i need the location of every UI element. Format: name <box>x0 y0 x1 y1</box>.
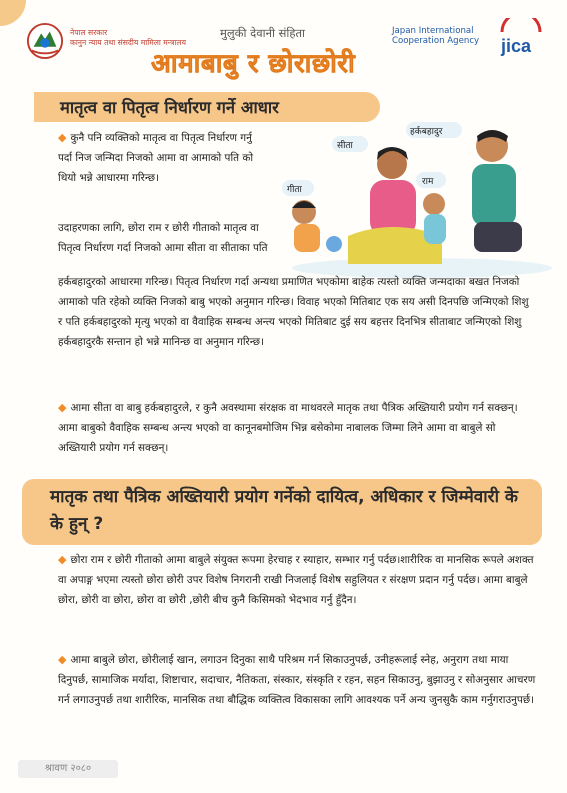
subtitle: मुलुकी देवानी संहिता <box>220 26 306 40</box>
gov-line2: कानुन न्याय तथा संसदीय मामिला मन्त्रालय <box>70 38 186 47</box>
gov-line1: नेपाल सरकार <box>70 28 108 37</box>
paragraph-2: उदाहरणका लागि, छोरा राम र छोरी गीताको मातृत्व वा पितृत्व निर्धारण गर्दा निजको आमा सीता वा सीताका पति <box>58 222 268 254</box>
paragraph-5-text: छोरा राम र छोरी गीताको आमा बाबुले संयुक्त रूपमा हेरचाह र स्याहार, सम्भार गर्नु पर्दछ।शारीरिक वा मानसिक रूपले अशक्त वा अपाङ्ग भएमा त्यस्तो छोरा छोरी उपर विशेष निगरानी राखी निजलाई विशेष सहुलियत र संरक्षण प्रदान गर्नु पर्दछ। आमा बाबुले छोरा, छोरी वा छोरा, छोरा वा छोरी ,छोरी बीच कुनै किसिमको भेदभाव गर्नु हुँदैन। <box>58 554 534 606</box>
label-gita: गीता <box>287 185 302 195</box>
label-harka: हर्कबहादुर <box>410 127 443 137</box>
family-illustration <box>282 118 554 278</box>
paragraph-1 <box>58 128 268 188</box>
paragraph-6 <box>58 650 536 710</box>
page-title: आमाबाबु र छोराछोरी <box>151 49 356 79</box>
bullet-icon: ◆ <box>58 553 67 566</box>
jica-logo-text: jica <box>501 36 532 56</box>
paragraph-4-text: आमा सीता वा बाबु हर्कबहादुरले, र कुनै अवस्थामा संरक्षक वा माथवरले मातृक तथा पैत्रिक अख्तियारी प्रयोग गर्न सक्छन्। आमा बाबुको वैवाहिक सम्बन्ध अन्त्य भएको वा कानूनबमोजिम भिन्न बसेकोमा नाबालक जिम्मा लिने आमा वा बाबुले सो अख्तियारी प्रयोग गर्न सक्छन्। <box>58 402 518 454</box>
bullet-icon: ◆ <box>58 131 67 144</box>
jica-text <box>392 26 479 46</box>
label-ram: राम <box>422 177 434 187</box>
jica-logo-icon <box>496 18 546 58</box>
paragraph-3: हर्कबहादुरको आधारमा गरिन्छ। पितृत्व निर्धारण गर्दा अन्यथा प्रमाणित भएकोमा बाहेक त्यस्तो व्यक्ति जन्मदाका बखत निजको आमाको पति रहेको व्यक्ति निजको बाबु भएको अनुमान गरिन्छ। विवाह भएको मितिबाट एक सय असी दिनपछि जन्मिएको शिशु र पति हर्कबहादुरको मृत्यु भएको वा वैवाहिक सम्बन्ध अन्त्य भएको मितिबाट दुई सय बहत्तर दिनभित्र सीताबाट जन्मिएको शिशु हर्कबहादुरकै सन्तान हो भन्ने मानिन्छ वा अनुमान गरिन्छ। <box>58 276 529 348</box>
footer-date: श्रावण २०८० <box>18 760 118 778</box>
paragraph-5 <box>58 550 536 610</box>
nepal-emblem-icon <box>26 22 64 60</box>
corner-decoration <box>0 0 26 26</box>
section1-heading: मातृत्व वा पितृत्व निर्धारण गर्ने आधार <box>60 98 279 117</box>
section2-heading: मातृक तथा पैत्रिक अख्तियारी प्रयोग गर्नेको दायित्व, अधिकार र जिम्मेवारी के के हुन् ? <box>50 487 518 534</box>
jica-line1: Japan International <box>392 26 474 36</box>
bullet-icon: ◆ <box>58 653 67 666</box>
jica-line2: Cooperation Agency <box>392 36 480 46</box>
paragraph-1-text: कुनै पनि व्यक्तिको मातृत्व वा पितृत्व निर्धारण गर्नु पर्दा निज जन्मिदा निजको आमा वा आमाको पति को थियो भन्ने आधारमा गरिन्छ। <box>58 132 254 184</box>
label-sita: सीता <box>337 141 353 151</box>
paragraph-6-text: आमा बाबुले छोरा, छोरीलाई खान, लगाउन दिनुका साथै परिश्रम गर्न सिकाउनुपर्छ, उनीहरूलाई स्नेह, अनुराग तथा माया दिनुपर्छ, सामाजिक मर्यादा, शिष्टाचार, सदाचार, नैतिकता, संस्कार, संस्कृति र रहन, सहन सिकाउनु, बुझाउनु र सोअनुसार आचरण गर्न लगाउनुपर्छ तथा शारीरिक, मानसिक तथा बौद्धिक व्यक्तित्व विकासका लागि आवश्यक पर्ने अन्य जुनसुकै काम गर्नुगराउनुपर्छ। <box>58 654 536 706</box>
paragraph-4 <box>58 398 536 458</box>
bullet-icon: ◆ <box>58 401 67 414</box>
